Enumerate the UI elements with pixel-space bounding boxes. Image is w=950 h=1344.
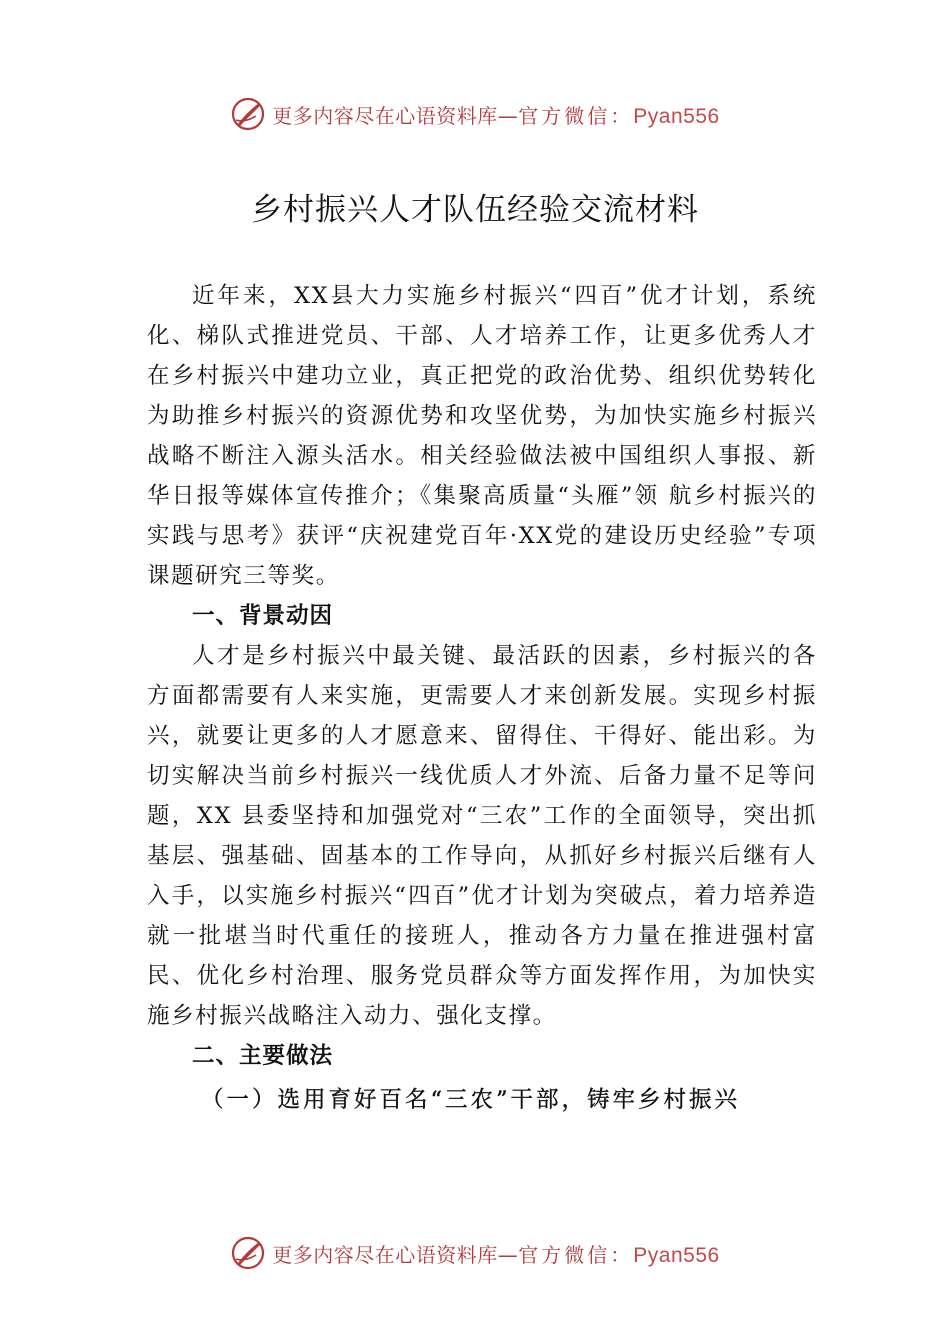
pen-circle-logo-icon — [230, 1235, 266, 1271]
section-1-heading: 一、背景动因 — [192, 603, 334, 629]
intro-paragraph: 近年来，XX县大力实施乡村振兴“四百”优才计划，系统化、梯队式推进党员、干部、人才培养工作，让更多优秀人才在乡村振兴中建功立业，真正把党的政治优势、组织优势转化为助推乡村振兴的资源优势和攻坚优势，为加快实施乡村振兴战略不断注入源头活水。相关经验做法被中国组织人事报、新华日报等媒体宣传推介；《集聚高质量“头雁”领 航乡村振兴的实践与思考》获评“庆祝建党百年·XX党的建设历史经验”专项课题研究三等奖。 — [147, 283, 817, 589]
banner-dash: — — [497, 1242, 519, 1267]
section-1-paragraph: 人才是乡村振兴中最关键、最活跃的因素，乡村振兴的各方面都需要有人来实施，更需要人才来创新发展。实现乡村振兴，就要让更多的人才愿意来、留得住、干得好、能出彩。为切实解决当前乡村振兴一线优质人才外流、后备力量不足等问题，XX 县委坚持和加强党对“三农”工作的全面领导，突出抓基层、强基础、固基本的工作导向，从抓好乡村振兴后继有人入手，以实施乡村振兴“四百”优才计划为突破点，着力培养造就一批堪当时代重任的接班人，推动各方力量在推进强村富民、优化乡村治理、服务党员群众等方面发挥作用，为加快实施乡村振兴战略注入动力、强化支撑。 — [147, 643, 817, 1029]
banner-text — [272, 1239, 719, 1268]
document-body — [147, 276, 817, 1124]
banner-main-text: 更多内容尽在心语资料库 — [272, 103, 498, 128]
section-2-heading: 二、主要做法 — [192, 1043, 334, 1069]
document-title: 乡村振兴人才队伍经验交流材料 — [251, 192, 699, 228]
banner-text — [272, 100, 719, 129]
subsection-1-heading: （一）选用育好百名“三农”干部，铸牢乡村振兴 — [201, 1087, 741, 1113]
banner-wechat-id: Pyan556 — [633, 1243, 720, 1267]
header-watermark-banner — [0, 92, 950, 136]
banner-wechat-label: 官方微信： — [518, 103, 634, 128]
banner-dash: — — [497, 103, 519, 128]
banner-wechat-id: Pyan556 — [633, 104, 720, 128]
banner-wechat-label: 官方微信： — [518, 1242, 634, 1267]
banner-main-text: 更多内容尽在心语资料库 — [272, 1242, 498, 1267]
pen-circle-logo-icon — [230, 96, 266, 132]
footer-watermark-banner — [0, 1231, 950, 1275]
